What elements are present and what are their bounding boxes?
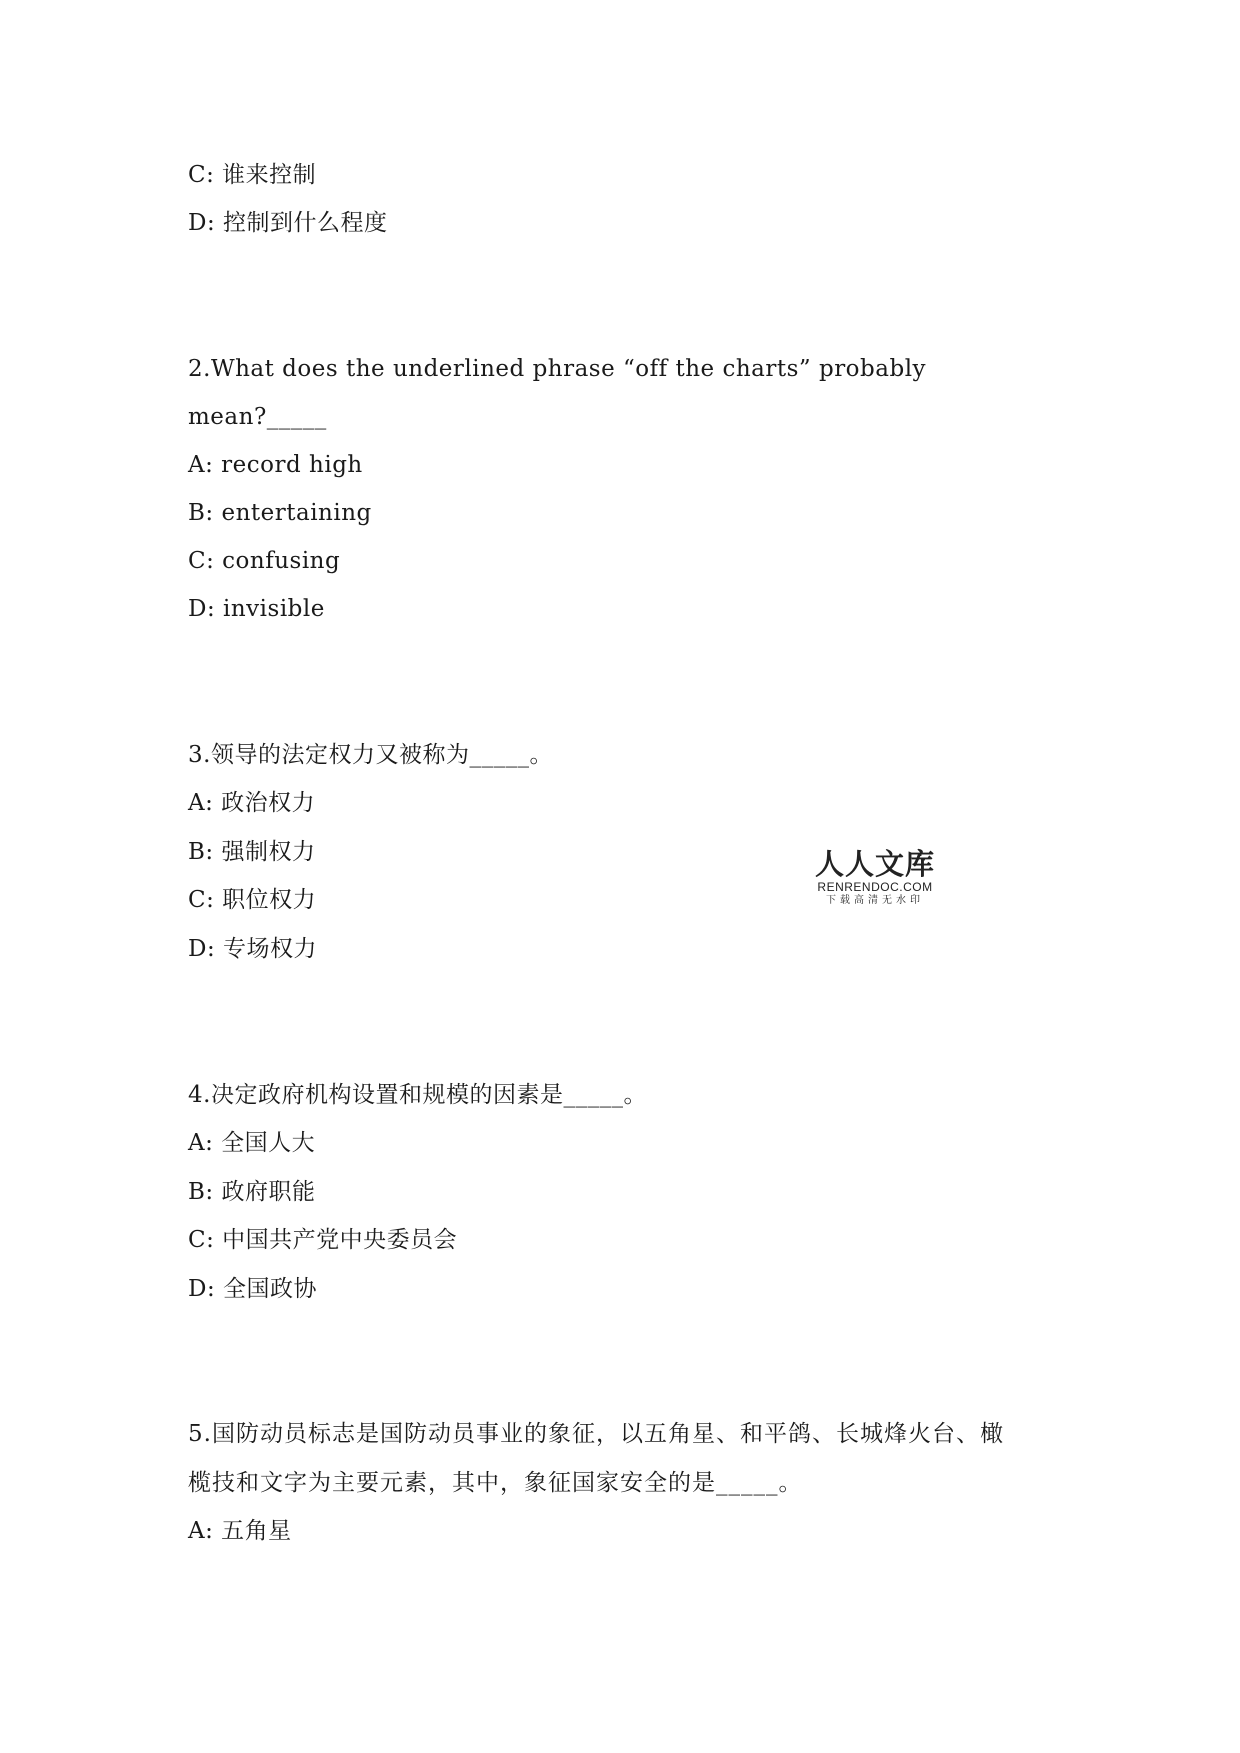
q4-option-b: B: 政府职能: [188, 1179, 316, 1205]
q1-option-d: D: 控制到什么程度: [188, 210, 388, 236]
q2-option-c: C: confusing: [188, 548, 341, 574]
q5-stem-line1: 5.国防动员标志是国防动员事业的象征，以五角星、和平鸽、长城烽火台、橄: [188, 1421, 1004, 1447]
q3-option-b: B: 强制权力: [188, 839, 316, 865]
q2-option-b: B: entertaining: [188, 500, 372, 526]
q3-option-d: D: 专场权力: [188, 936, 318, 962]
q3-option-c: C: 职位权力: [188, 887, 317, 913]
q2-stem-line2: mean?_____: [188, 404, 327, 430]
q2-stem-line1: 2.What does the underlined phrase “off the charts” probably: [188, 356, 927, 382]
q4-stem: 4.决定政府机构设置和规模的因素是_____。: [188, 1082, 647, 1108]
q4-option-d: D: 全国政协: [188, 1276, 318, 1302]
q3-stem: 3.领导的法定权力又被称为_____。: [188, 742, 553, 768]
watermark-title: 人人文库: [814, 847, 935, 881]
q5-stem-line2: 榄技和文字为主要元素，其中，象征国家安全的是_____。: [188, 1470, 803, 1496]
q3-option-a: A: 政治权力: [188, 790, 316, 816]
q5-option-a: A: 五角星: [188, 1518, 292, 1544]
watermark-site: RENRENDOC.COM: [817, 880, 933, 894]
watermark-logo: [812, 848, 938, 907]
q4-option-a: A: 全国人大: [188, 1130, 316, 1156]
q2-option-d: D: invisible: [188, 596, 325, 622]
watermark-slogan: 下载高清无水印: [826, 895, 924, 906]
q4-option-c: C: 中国共产党中央委员会: [188, 1227, 458, 1253]
q1-option-c: C: 谁来控制: [188, 162, 317, 188]
q2-option-a: A: record high: [188, 452, 363, 478]
